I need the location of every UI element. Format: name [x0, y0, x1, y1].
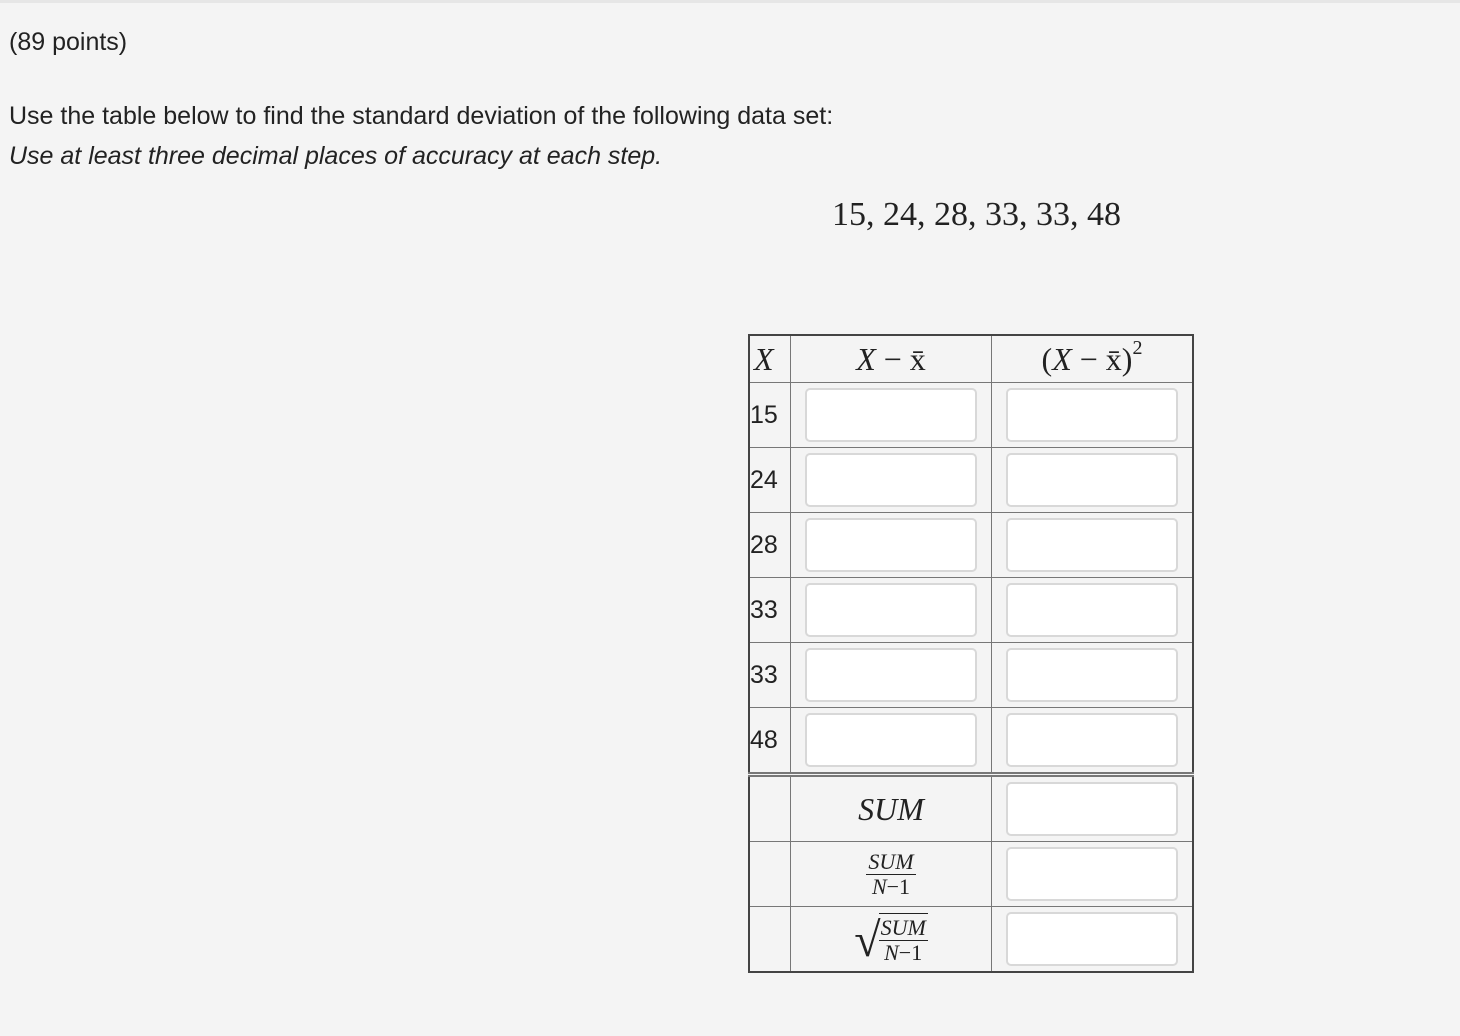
squared-deviation-input[interactable] [1006, 518, 1178, 572]
instructions-accuracy-note: Use at least three decimal places of accuracy at each step. [9, 142, 663, 170]
stdev-row [749, 907, 1193, 973]
deviation-input[interactable] [805, 388, 977, 442]
header-squared-deviation: (X − x̄)$^2$ [992, 335, 1194, 383]
squared-deviation-input[interactable] [1006, 648, 1178, 702]
deviation-input[interactable] [805, 713, 977, 767]
top-divider [0, 0, 1460, 3]
std-dev-table [748, 334, 1194, 973]
sqrt-expression [854, 913, 928, 965]
table-row [749, 708, 1193, 775]
empty-cell [749, 775, 791, 842]
squared-deviation-input[interactable] [1006, 583, 1178, 637]
sum-input[interactable] [1006, 782, 1178, 836]
empty-cell [749, 907, 791, 973]
x-value: 24 [749, 448, 791, 513]
data-set: 15, 24, 28, 33, 33, 48 [832, 196, 1121, 233]
instructions-line: Use the table below to find the standard deviation of the following data set: [9, 102, 834, 130]
variance-input[interactable] [1006, 847, 1178, 901]
table-row [749, 448, 1193, 513]
squared-deviation-input[interactable] [1006, 388, 1178, 442]
empty-cell [749, 842, 791, 907]
x-value: 48 [749, 708, 791, 775]
x-value: 15 [749, 383, 791, 448]
table-row [749, 578, 1193, 643]
instructions [9, 96, 833, 176]
variance-label [791, 842, 992, 907]
x-value: 33 [749, 643, 791, 708]
squared-deviation-input[interactable] [1006, 713, 1178, 767]
header-x: X [749, 335, 791, 383]
points-label: (89 points) [9, 28, 128, 56]
table-row [749, 383, 1193, 448]
table-header-row [749, 335, 1193, 383]
deviation-input[interactable] [805, 648, 977, 702]
deviation-input[interactable] [805, 518, 977, 572]
variance-row [749, 842, 1193, 907]
x-value: 28 [749, 513, 791, 578]
squared-deviation-input[interactable] [1006, 453, 1178, 507]
sum-label: SUM [791, 775, 992, 842]
table-row [749, 513, 1193, 578]
square-root-icon: √ [854, 914, 881, 967]
stdev-fraction: $\frac{\text{SUM}}{N-1}$ [880, 915, 926, 965]
deviation-input[interactable] [805, 583, 977, 637]
x-value: 33 [749, 578, 791, 643]
table-row [749, 643, 1193, 708]
stdev-input[interactable] [1006, 912, 1178, 966]
sum-row [749, 775, 1193, 842]
variance-fraction: $\frac{\text{SUM}}{N-1}$ [868, 848, 914, 899]
stdev-label [791, 907, 992, 973]
header-deviation: X − x̄ [791, 335, 992, 383]
deviation-input[interactable] [805, 453, 977, 507]
